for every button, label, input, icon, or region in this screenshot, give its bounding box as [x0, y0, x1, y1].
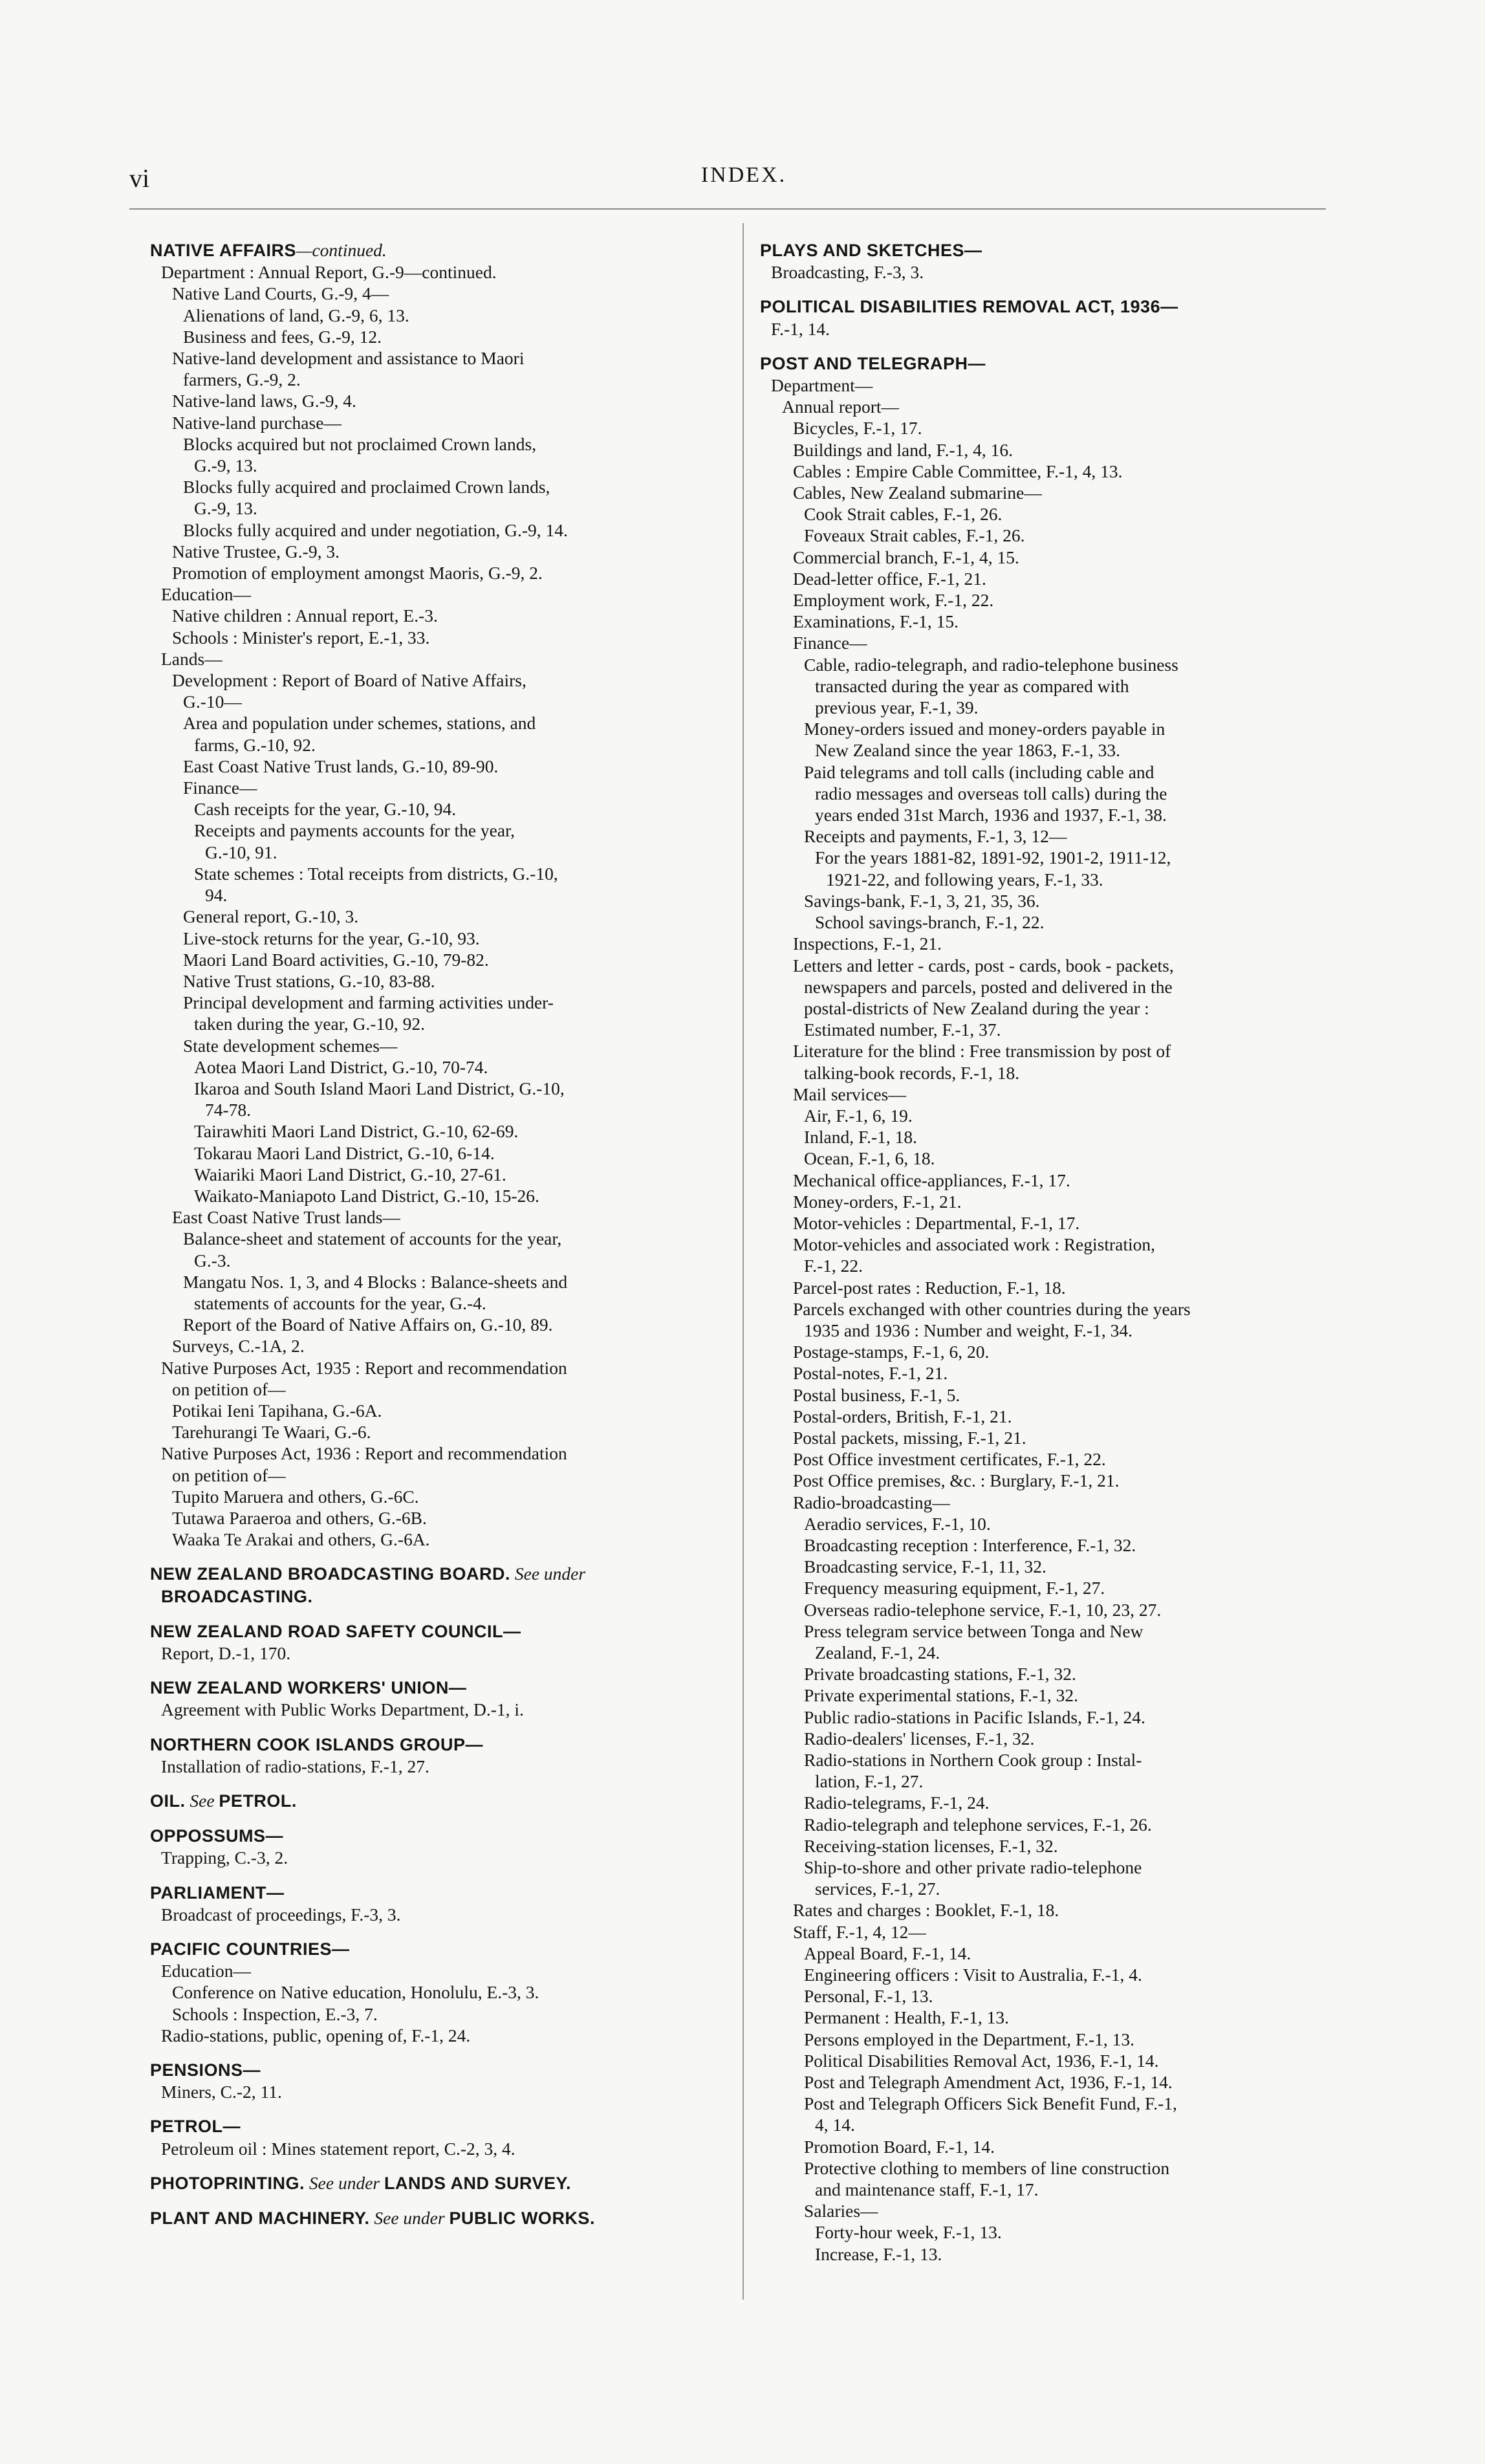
entry-gap [150, 1812, 735, 1825]
index-entry: Press telegram service between Tonga and New [804, 1620, 1144, 1641]
index-entry: Native-land development and assistance to Maori [172, 348, 525, 369]
heading-text: PENSIONS— [150, 2060, 261, 2080]
index-entry: Education— [161, 1961, 251, 1981]
index-entry: Parcels exchanged with other countries during the years [793, 1298, 1191, 1319]
right-column [760, 239, 1355, 2265]
cross-reference-target: PUBLIC WORKS. [449, 2208, 595, 2229]
index-entry: General report, G.-10, 3. [183, 906, 359, 927]
index-entry: Receipts and payments, F.-1, 3, 12— [804, 826, 1067, 847]
index-entry: Education— [161, 584, 251, 605]
entry-gap [150, 1777, 735, 1790]
index-entry: Waikato-Maniapoto Land District, G.-10, 15-26. [194, 1185, 539, 1206]
index-entry: Miners, C.-2, 11. [161, 2082, 282, 2102]
continued-label: —continued. [296, 240, 387, 260]
index-entry: G.-9, 13. [194, 498, 257, 519]
index-entry: Native Land Courts, G.-9, 4— [172, 283, 389, 304]
index-entry: Native children : Annual report, E.-3. [172, 605, 438, 626]
heading-text: PLANT AND MACHINERY. [150, 2208, 370, 2229]
index-heading [150, 2115, 735, 2137]
index-entry: Cable, radio-telegraph, and radio-telephone business [804, 654, 1178, 675]
index-entry: Area and population under schemes, stations, and [183, 713, 536, 734]
index-entry: Staff, F.-1, 4, 12— [793, 1921, 926, 1942]
index-heading [760, 239, 1355, 261]
index-entry: School savings-branch, F.-1, 22. [815, 912, 1045, 933]
index-entry: Letters and letter - cards, post - cards, book - packets, [793, 955, 1174, 976]
index-entry: State schemes : Total receipts from districts, G.-10, [194, 863, 558, 884]
index-entry: Report of the Board of Native Affairs on, G.-10, 89. [183, 1314, 553, 1335]
index-entry: Radio-dealers' licenses, F.-1, 32. [804, 1728, 1035, 1749]
index-entry: statements of accounts for the year, G.-4. [194, 1292, 486, 1313]
index-entry: Agreement with Public Works Department, D.-1, i. [161, 1699, 524, 1720]
index-heading [150, 2207, 735, 2229]
index-heading [150, 2059, 735, 2081]
index-entry: previous year, F.-1, 39. [815, 697, 979, 718]
index-entry: Radio-telegraph and telephone services, F.-1, 26. [804, 1814, 1152, 1835]
page-title: INDEX. [700, 163, 787, 187]
index-entry: Live-stock returns for the year, G.-10, 93. [183, 928, 480, 948]
index-entry: Blocks fully acquired and proclaimed Crown lands, [183, 477, 550, 497]
index-entry: 74-78. [205, 1100, 252, 1120]
heading-text: POLITICAL DISABILITIES REMOVAL ACT, 1936— [760, 297, 1178, 317]
index-entry: Aotea Maori Land District, G.-10, 70-74. [194, 1056, 488, 1077]
index-entry: transacted during the year as compared with [815, 675, 1129, 696]
index-entry: Potikai Ieni Tapihana, G.-6A. [172, 1400, 382, 1421]
heading-text: PHOTOPRINTING. [150, 2173, 305, 2193]
index-entry: Native Trust stations, G.-10, 83-88. [183, 970, 435, 991]
index-entry: Public radio-stations in Pacific Islands, F.-1, 24. [804, 1706, 1145, 1727]
index-entry: East Coast Native Trust lands, G.-10, 89-90. [183, 756, 499, 776]
index-entry: Cook Strait cables, F.-1, 26. [804, 504, 1003, 525]
index-entry: G.-3. [194, 1250, 231, 1270]
index-entry: Savings-bank, F.-1, 3, 21, 35, 36. [804, 890, 1040, 911]
index-entry: Broadcasting service, F.-1, 11, 32. [804, 1556, 1046, 1577]
index-entry: Native Purposes Act, 1935 : Report and recommendation [161, 1357, 567, 1378]
index-entry: Installation of radio-stations, F.-1, 27. [161, 1756, 429, 1776]
index-entry: Literature for the blind : Free transmission by post of [793, 1041, 1171, 1062]
index-entry: Private broadcasting stations, F.-1, 32. [804, 1664, 1076, 1684]
index-entry: Department : Annual Report, G.-9—continued. [161, 262, 497, 283]
index-entry: Native-land purchase— [172, 412, 341, 433]
index-entry: Motor-vehicles and associated work : Registration, [793, 1234, 1156, 1255]
index-entry: 4, 14. [815, 2115, 855, 2135]
index-entry: Employment work, F.-1, 22. [793, 590, 994, 611]
index-entry: Buildings and land, F.-1, 4, 16. [793, 439, 1013, 460]
entry-gap [150, 2159, 735, 2172]
index-entry: Tairawhiti Maori Land District, G.-10, 62-69. [194, 1121, 519, 1142]
index-entry: Promotion Board, F.-1, 14. [804, 2136, 995, 2157]
index-entry: Increase, F.-1, 13. [815, 2243, 942, 2264]
index-entry: Native Purposes Act, 1936 : Report and recommendation [161, 1443, 567, 1464]
index-entry: Mangatu Nos. 1, 3, and 4 Blocks : Balance-sheets and [183, 1271, 568, 1292]
index-entry: New Zealand since the year 1863, F.-1, 33. [815, 740, 1121, 761]
index-entry: Mechanical office-appliances, F.-1, 17. [793, 1170, 1070, 1190]
index-heading [150, 2172, 735, 2194]
index-entry: G.-10— [183, 692, 242, 712]
index-entry: Petroleum oil : Mines statement report, C.-2, 3, 4. [161, 2138, 515, 2159]
index-entry: Business and fees, G.-9, 12. [183, 326, 382, 347]
entry-gap [150, 1721, 735, 1734]
index-entry: radio messages and overseas toll calls) during the [815, 783, 1167, 803]
index-entry: Political Disabilities Removal Act, 1936, F.-1, 14. [804, 2050, 1159, 2071]
index-entry: Waaka Te Arakai and others, G.-6A. [172, 1529, 430, 1550]
index-entry: Maori Land Board activities, G.-10, 79-82. [183, 949, 489, 970]
entry-gap [760, 283, 1355, 296]
index-entry: Persons employed in the Department, F.-1, 13. [804, 2029, 1135, 2049]
index-heading [760, 353, 1355, 375]
heading-text: NEW ZEALAND WORKERS' UNION— [150, 1678, 467, 1698]
index-entry: East Coast Native Trust lands— [172, 1207, 400, 1228]
index-entry: G.-10, 91. [205, 842, 277, 862]
heading-text: NEW ZEALAND ROAD SAFETY COUNCIL— [150, 1621, 521, 1641]
index-entry: Postal business, F.-1, 5. [793, 1384, 960, 1405]
index-entry: Native Trustee, G.-9, 3. [172, 541, 340, 561]
index-entry: Conference on Native education, Honolulu, E.-3, 3. [172, 1982, 539, 2003]
heading-text: OIL. [150, 1791, 186, 1811]
cross-reference-label: See under [369, 2208, 450, 2229]
index-entry: newspapers and parcels, posted and delivered in the [804, 976, 1173, 997]
index-entry: Tarehurangi Te Waari, G.-6. [172, 1422, 371, 1443]
index-entry: services, F.-1, 27. [815, 1879, 940, 1899]
index-entry: F.-1, 22. [804, 1256, 863, 1276]
index-entry: Radio-stations, public, opening of, F.-1, 24. [161, 2025, 471, 2045]
index-entry: Finance— [793, 633, 867, 653]
heading-text: NATIVE AFFAIRS [150, 241, 297, 260]
index-heading [150, 1677, 735, 1699]
entry-gap [150, 1664, 735, 1677]
heading-text: PETROL— [150, 2117, 241, 2137]
index-entry: Schools : Minister's report, E.-1, 33. [172, 627, 430, 648]
entry-gap [150, 2102, 735, 2115]
index-entry: Native-land laws, G.-9, 4. [172, 391, 356, 411]
index-heading [150, 1938, 735, 1960]
index-entry: Permanent : Health, F.-1, 13. [804, 2007, 1010, 2028]
index-entry: For the years 1881-82, 1891-92, 1901-2, 1911-12, [815, 847, 1171, 868]
index-entry: State development schemes— [183, 1035, 398, 1056]
index-entry: Balance-sheet and statement of accounts for the year, [183, 1228, 562, 1249]
index-entry: Forty-hour week, F.-1, 13. [815, 2222, 1002, 2243]
index-entry: taken during the year, G.-10, 92. [194, 1014, 426, 1034]
index-entry: Radio-stations in Northern Cook group : Instal- [804, 1750, 1142, 1771]
index-entry: Aeradio services, F.-1, 10. [804, 1513, 991, 1534]
heading-text: PACIFIC COUNTRIES— [150, 1939, 350, 1959]
index-entry: Broadcasting, F.-3, 3. [771, 262, 924, 283]
entry-gap [150, 1925, 735, 1938]
page-number: vi [129, 164, 150, 193]
index-entry: Trapping, C.-3, 2. [161, 1848, 288, 1868]
index-entry: Postal-notes, F.-1, 21. [793, 1363, 948, 1384]
index-entry: Postal-orders, British, F.-1, 21. [793, 1406, 1012, 1426]
index-entry: Schools : Inspection, E.-3, 7. [172, 2003, 378, 2024]
index-entry: Broadcasting reception : Interference, F.-1, 32. [804, 1534, 1136, 1555]
heading-text: PLAYS AND SKETCHES— [760, 241, 982, 260]
index-entry: Post and Telegraph Officers Sick Benefit Fund, F.-1, [804, 2093, 1177, 2114]
cross-reference-label: See [185, 1791, 219, 1811]
cross-reference-target: PETROL. [219, 1791, 297, 1811]
index-heading [150, 1825, 735, 1847]
index-entry: Personal, F.-1, 13. [804, 1986, 933, 2007]
index-heading [150, 1586, 735, 1608]
index-entry: Receiving-station licenses, F.-1, 32. [804, 1835, 1058, 1856]
header-rule [129, 208, 1326, 210]
heading-text: NORTHERN COOK ISLANDS GROUP— [150, 1734, 484, 1754]
index-entry: Post and Telegraph Amendment Act, 1936, F.-1, 14. [804, 2072, 1173, 2093]
index-entry: Motor-vehicles : Departmental, F.-1, 17. [793, 1212, 1080, 1233]
index-heading [150, 1563, 735, 1585]
index-entry: Post Office investment certificates, F.-1, 22. [793, 1449, 1106, 1470]
index-entry: G.-9, 13. [194, 455, 257, 476]
index-entry: Cables, New Zealand submarine— [793, 483, 1042, 503]
index-entry: Alienations of land, G.-9, 6, 13. [183, 305, 409, 325]
index-entry: Paid telegrams and toll calls (including cable and [804, 761, 1154, 782]
index-entry: Cash receipts for the year, G.-10, 94. [194, 799, 457, 820]
index-entry: talking-book records, F.-1, 18. [804, 1062, 1020, 1083]
index-entry: Tokarau Maori Land District, G.-10, 6-14. [194, 1142, 495, 1163]
index-entry: Blocks fully acquired and under negotiation, G.-9, 14. [183, 519, 568, 540]
heading-text: BROADCASTING. [161, 1586, 313, 1606]
index-entry: Broadcast of proceedings, F.-3, 3. [161, 1904, 401, 1924]
index-entry: Salaries— [804, 2201, 878, 2221]
entry-gap [150, 2194, 735, 2207]
index-entry: Lands— [161, 648, 222, 669]
cross-reference-label: See under [305, 2172, 384, 2193]
index-heading [150, 1734, 735, 1756]
index-entry: Private experimental stations, F.-1, 32. [804, 1685, 1078, 1706]
heading-text: NEW ZEALAND BROADCASTING BOARD. [150, 1564, 510, 1584]
index-entry: Rates and charges : Booklet, F.-1, 18. [793, 1900, 1059, 1921]
entry-gap [760, 340, 1355, 353]
index-entry: Tutawa Paraeroa and others, G.-6B. [172, 1507, 427, 1528]
index-entry: Zealand, F.-1, 24. [815, 1642, 940, 1663]
index-heading [760, 296, 1355, 318]
index-heading [150, 1620, 735, 1642]
index-entry: Waiariki Maori Land District, G.-10, 27-61. [194, 1164, 506, 1184]
index-entry: Development : Report of Board of Native Affairs, [172, 670, 526, 691]
index-entry: postal-districts of New Zealand during the year : [804, 998, 1149, 1018]
entry-gap [150, 1869, 735, 1882]
index-entry: Cables : Empire Cable Committee, F.-1, 4, 13. [793, 461, 1123, 481]
index-entry: Blocks acquired but not proclaimed Crown lands, [183, 433, 537, 454]
index-entry: Money-orders, F.-1, 21. [793, 1191, 962, 1212]
left-column [150, 239, 735, 2229]
index-entry: Finance— [183, 778, 257, 798]
index-entry: Radio-telegrams, F.-1, 24. [804, 1793, 990, 1813]
index-entry: Bicycles, F.-1, 17. [793, 418, 922, 439]
index-entry: lation, F.-1, 27. [815, 1771, 924, 1792]
index-entry: Mail services— [793, 1084, 906, 1104]
index-heading [150, 1790, 735, 1812]
cross-reference-target: LANDS AND SURVEY. [384, 2173, 572, 2193]
heading-text: POST AND TELEGRAPH— [760, 353, 986, 373]
index-entry: Post Office premises, &c. : Burglary, F.-1, 21. [793, 1470, 1120, 1491]
entry-gap [150, 1550, 735, 1563]
index-entry: Engineering officers : Visit to Australia, F.-1, 4. [804, 1965, 1142, 1985]
entry-gap [150, 1608, 735, 1620]
index-entry: on petition of— [172, 1379, 286, 1399]
index-entry: 94. [205, 885, 228, 906]
index-entry: Appeal Board, F.-1, 14. [804, 1943, 971, 1963]
index-entry: Annual report— [782, 397, 899, 417]
index-heading [150, 239, 735, 261]
heading-text: OPPOSSUMS— [150, 1826, 284, 1846]
index-entry: F.-1, 14. [771, 318, 830, 339]
index-entry: farms, G.-10, 92. [194, 734, 316, 755]
index-entry: Parcel-post rates : Reduction, F.-1, 18. [793, 1277, 1066, 1298]
column-divider [742, 223, 744, 2300]
index-entry: Receipts and payments accounts for the year, [194, 820, 515, 841]
index-entry: Radio-broadcasting— [793, 1492, 950, 1512]
index-entry: farmers, G.-9, 2. [183, 369, 301, 390]
index-entry: Inspections, F.-1, 21. [793, 933, 942, 954]
index-entry: years ended 31st March, 1936 and 1937, F.-1, 38. [815, 805, 1167, 825]
index-entry: and maintenance staff, F.-1, 17. [815, 2179, 1039, 2200]
index-entry: Department— [771, 375, 873, 396]
page-header [129, 163, 1358, 208]
index-entry: Dead-letter office, F.-1, 21. [793, 568, 986, 589]
index-entry: 1921-22, and following years, F.-1, 33. [826, 869, 1103, 889]
index-entry: Surveys, C.-1A, 2. [172, 1336, 305, 1357]
index-entry: on petition of— [172, 1465, 286, 1485]
index-entry: Ocean, F.-1, 6, 18. [804, 1148, 935, 1169]
cross-reference-label: See under [510, 1564, 586, 1584]
entry-gap [150, 2046, 735, 2059]
index-heading [150, 1882, 735, 1904]
index-entry: Promotion of employment amongst Maoris, G.-9, 2. [172, 563, 543, 583]
index-entry: Overseas radio-telephone service, F.-1, 10, 23, 27. [804, 1599, 1162, 1620]
index-entry: Frequency measuring equipment, F.-1, 27. [804, 1578, 1105, 1598]
index-entry: Money-orders issued and money-orders payable in [804, 719, 1165, 739]
index-entry: Commercial branch, F.-1, 4, 15. [793, 547, 1019, 567]
index-entry: Ikaroa and South Island Maori Land District, G.-10, [194, 1078, 565, 1098]
index-entry: Estimated number, F.-1, 37. [804, 1019, 1001, 1040]
index-entry: Tupito Maruera and others, G.-6C. [172, 1486, 419, 1507]
index-entry: Foveaux Strait cables, F.-1, 26. [804, 525, 1025, 546]
index-entry: Report, D.-1, 170. [161, 1643, 291, 1663]
index-entry: Protective clothing to members of line construction [804, 2157, 1170, 2178]
heading-text: PARLIAMENT— [150, 1882, 285, 1903]
index-entry: Principal development and farming activities under- [183, 992, 554, 1013]
index-entry: 1935 and 1936 : Number and weight, F.-1, 34. [804, 1320, 1133, 1340]
index-entry: Air, F.-1, 6, 19. [804, 1105, 913, 1126]
index-entry: Ship-to-shore and other private radio-telephone [804, 1857, 1142, 1878]
index-entry: Postage-stamps, F.-1, 6, 20. [793, 1342, 990, 1362]
index-entry: Postal packets, missing, F.-1, 21. [793, 1427, 1026, 1448]
index-entry: Examinations, F.-1, 15. [793, 611, 959, 632]
index-entry: Inland, F.-1, 18. [804, 1127, 918, 1148]
